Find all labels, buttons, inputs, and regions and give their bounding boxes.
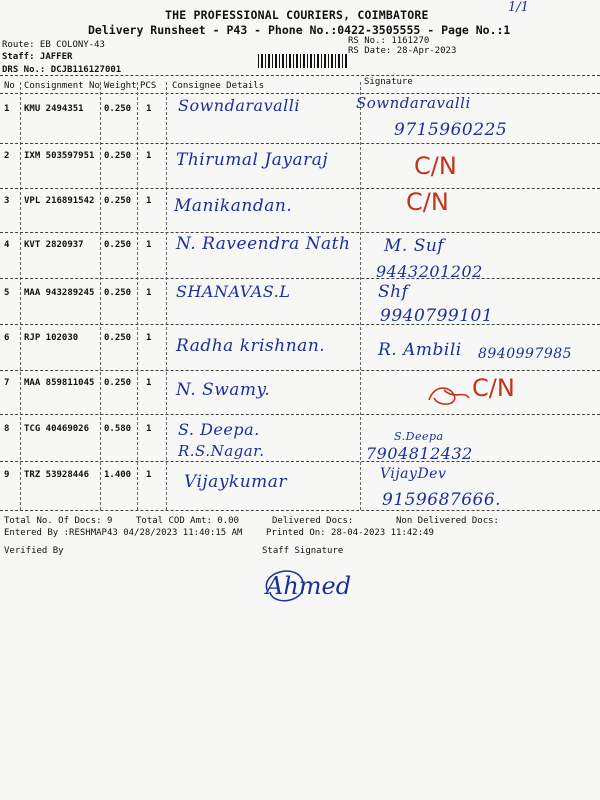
divider bbox=[0, 93, 600, 94]
weight: 1.400 bbox=[104, 470, 132, 480]
row-no: 3 bbox=[4, 196, 10, 206]
pcs: 1 bbox=[146, 378, 152, 388]
pcs: 1 bbox=[146, 240, 152, 250]
rs-number: RS No.: 1161270 bbox=[348, 36, 430, 46]
receiver-phone: 7904812432 bbox=[366, 444, 473, 463]
pcs: 1 bbox=[146, 196, 152, 206]
pcs: 1 bbox=[146, 151, 152, 161]
column-separator bbox=[100, 82, 101, 510]
col-header-consignee: Consignee Details bbox=[172, 81, 265, 91]
column-separator bbox=[166, 82, 167, 510]
receiver-signature: Shf bbox=[378, 282, 409, 302]
divider bbox=[0, 278, 600, 279]
printed-on: Printed On: 28-04-2023 11:42:49 bbox=[266, 528, 434, 538]
pcs: 1 bbox=[146, 470, 152, 480]
staff-signature: Ahmed bbox=[266, 572, 352, 600]
row-no: 5 bbox=[4, 288, 10, 298]
receiver-signature: VijayDev bbox=[380, 466, 447, 482]
receiver-signature: S.Deepa bbox=[394, 430, 444, 443]
row-no: 2 bbox=[4, 151, 10, 161]
weight: 0.250 bbox=[104, 104, 132, 114]
row-no: 8 bbox=[4, 424, 10, 434]
weight: 0.250 bbox=[104, 378, 132, 388]
row-no: 1 bbox=[4, 104, 10, 114]
consignment-number: KMU 2494351 bbox=[24, 104, 84, 114]
divider bbox=[0, 414, 600, 415]
delivered-docs: Delivered Docs: bbox=[272, 516, 354, 526]
weight: 0.250 bbox=[104, 196, 132, 206]
receiver-phone: 9715960225 bbox=[394, 120, 508, 140]
pcs: 1 bbox=[146, 424, 152, 434]
document-subtitle: Delivery Runsheet - P43 - Phone No.:0422-3505555 - Page No.:1 bbox=[88, 23, 511, 37]
consignment-number: MAA 859811045 bbox=[24, 378, 95, 388]
weight: 0.250 bbox=[104, 288, 132, 298]
receiver-phone: 9443201202 bbox=[376, 262, 483, 281]
row-no: 6 bbox=[4, 333, 10, 343]
divider bbox=[0, 143, 600, 144]
weight: 0.250 bbox=[104, 333, 132, 343]
consignee-name: Sowndaravalli bbox=[178, 96, 300, 115]
staff-signature-loop bbox=[258, 562, 328, 612]
weight: 0.250 bbox=[104, 240, 132, 250]
rs-date: RS Date: 28-Apr-2023 bbox=[348, 46, 457, 56]
row-no: 7 bbox=[4, 378, 10, 388]
verified-by-label: Verified By bbox=[4, 546, 64, 556]
staff-label: Staff: JAFFER bbox=[2, 52, 73, 62]
pcs: 1 bbox=[146, 288, 152, 298]
consignee-name: Manikandan. bbox=[174, 196, 293, 216]
row-no: 9 bbox=[4, 470, 10, 480]
consignment-number: RJP 102030 bbox=[24, 333, 79, 343]
column-separator bbox=[360, 82, 361, 510]
pcs: 1 bbox=[146, 104, 152, 114]
pcs: 1 bbox=[146, 333, 152, 343]
divider bbox=[0, 324, 600, 325]
col-header-consignment: Consignment No bbox=[24, 81, 100, 91]
consignee-name: N. Swamy. bbox=[176, 380, 271, 400]
consignment-number: MAA 943289245 bbox=[24, 288, 95, 298]
page-note: 1/1 bbox=[508, 0, 529, 15]
return-remark: C/N bbox=[406, 188, 449, 216]
divider bbox=[0, 75, 600, 76]
consignee-name: S. Deepa. bbox=[178, 420, 260, 439]
divider bbox=[0, 188, 600, 189]
total-docs: Total No. Of Docs: 9 bbox=[4, 516, 113, 526]
receiver-signature: M. Suf bbox=[384, 236, 445, 256]
consignment-number: VPL 216891542 bbox=[24, 196, 95, 206]
consignment-number: IXM 503597951 bbox=[24, 151, 95, 161]
entered-by: Entered By :RESHMAP43 04/28/2023 11:40:15 AM bbox=[4, 528, 243, 538]
consignee-name: Vijaykumar bbox=[184, 472, 288, 492]
total-cod: Total COD Amt: 0.00 bbox=[136, 516, 239, 526]
scribbled-out-mark bbox=[424, 380, 474, 410]
receiver-signature: R. Ambili bbox=[378, 340, 462, 360]
weight: 0.580 bbox=[104, 424, 132, 434]
divider bbox=[0, 370, 600, 371]
receiver-signature: Sowndaravalli bbox=[356, 94, 471, 112]
non-delivered-docs: Non Delivered Docs: bbox=[396, 516, 499, 526]
consignment-number: TCG 40469026 bbox=[24, 424, 90, 434]
consignee-address: R.S.Nagar. bbox=[178, 442, 265, 460]
col-header-signature: Signature bbox=[364, 77, 413, 87]
consignment-number: KVT 2820937 bbox=[24, 240, 84, 250]
consignment-number: TRZ 53928446 bbox=[24, 470, 90, 480]
weight: 0.250 bbox=[104, 151, 132, 161]
consignee-name: SHANAVAS.L bbox=[176, 282, 291, 301]
barcode bbox=[258, 54, 348, 68]
return-remark: C/N bbox=[472, 374, 515, 402]
divider bbox=[0, 510, 600, 511]
column-separator bbox=[20, 82, 21, 510]
receiver-phone: 9159687666. bbox=[382, 490, 502, 510]
drs-number: DRS No.: DCJB116127001 bbox=[2, 65, 122, 75]
col-header-pcs: PCS bbox=[140, 81, 157, 91]
staff-signature-label: Staff Signature bbox=[262, 546, 344, 556]
receiver-phone: 8940997985 bbox=[478, 346, 573, 362]
col-header-weight: Weight bbox=[104, 81, 137, 91]
receiver-phone: 9940799101 bbox=[380, 306, 494, 326]
divider bbox=[0, 461, 600, 462]
consignee-name: Radha krishnan. bbox=[176, 336, 326, 356]
return-remark: C/N bbox=[414, 152, 457, 180]
row-no: 4 bbox=[4, 240, 10, 250]
consignee-name: Thirumal Jayaraj bbox=[176, 150, 329, 170]
col-header-no: No bbox=[4, 81, 15, 91]
document-title: THE PROFESSIONAL COURIERS, COIMBATORE bbox=[165, 8, 429, 22]
consignee-name: N. Raveendra Nath bbox=[176, 234, 351, 254]
divider bbox=[0, 232, 600, 233]
route-label: Route: EB COLONY-43 bbox=[2, 40, 105, 50]
column-separator bbox=[137, 82, 138, 510]
